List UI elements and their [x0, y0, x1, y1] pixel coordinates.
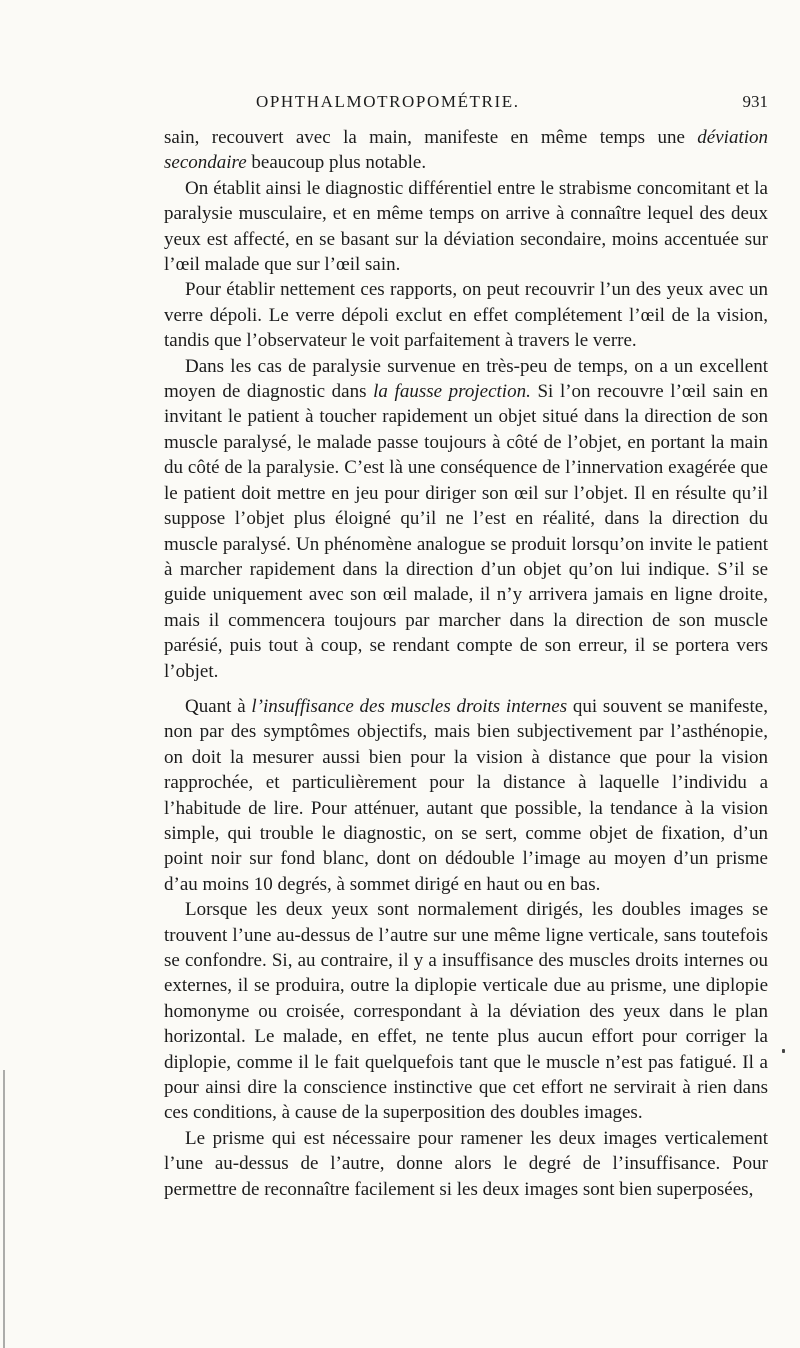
paragraph-differential-diagnosis: On établit ainsi le diagnostic différentiel entre le strabisme concomitant et la paralysie musculaire, et en même temps on arrive à connaître lequel des deux yeux est affecté, en se basant sur la déviation secondaire, moins accentuée sur l’œil malade que sur l’œil sain. — [164, 177, 768, 276]
italic-term: déviation secondaire — [164, 127, 768, 174]
paragraph-frosted-glass: Pour établir nettement ces rapports, on peut recouvrir l’un des yeux avec un verre dépoli. Le verre dépoli exclut en effet complétement l’œil de la vision, tandis que l’observateur le voit parfaitement à travers le verre. — [164, 279, 768, 352]
paragraph-text: Quant à — [185, 695, 252, 717]
paragraph-text: beaucoup plus notable. — [246, 152, 427, 174]
paragraph-prism: Le prisme qui est nécessaire pour ramener les deux images verticalement l’une au-dessus de l’autre, donne alors le degré de l’insuffisance. Pour permettre de reconnaître facilement si les deux images sont bien superposées, — [164, 1127, 768, 1200]
paragraph-text: qui souvent se manifeste, non par des symptômes objectifs, mais bien subjectivement par l’asthénopie, on doit la mesurer aussi bien pour la vision à distance que pour la vision rapprochée, et particulièrement pour la distance à laquelle l’individu a l’habitude de lire. Pour atténuer, autant que possible, la tendance à la vision simple, qui trouble le diagnostic, on se sert, comme objet de fixation, d’un point noir sur fond blanc, dont on dédouble l’image au moyen d’un prisme d’au moins 10 degrés, à sommet dirigé en haut ou en bas. — [164, 695, 768, 895]
body-text — [164, 125, 768, 1202]
page-header — [162, 92, 782, 116]
page-number: 931 — [742, 92, 768, 111]
paragraph-insufficiency — [164, 694, 768, 897]
paragraph-text: Dans les cas de paralysie survenue en très-peu de temps, on a un excellent moyen de diagnostic dans — [164, 355, 768, 403]
running-title: OPHTHALMOTROPOMÉTRIE. — [256, 92, 520, 111]
scan-edge-line — [3, 1070, 5, 1348]
paragraph-text: Si l’on recouvre l’œil sain en invitant le patient à toucher rapidement un objet situé dans la direction de son muscle paralysé, le malade passe toujours à côté de l’objet, en portant la main du côté de la paralysie. C’est là une conséquence de l’innervation exagérée que le patient doit mettre en jeu pour diriger son œil sur l’objet. Il en résulte qu’il suppose l’objet plus éloigné qu’il ne l’est en réalité, dans la direction du muscle paralysé. Un phénomène analogue se produit lorsqu’on invite le patient à marcher rapidement dans la direction d’un objet qu’on lui indique. S’il se guide uniquement avec son œil malade, il n’y arrivera jamais en ligne droite, mais il commencera toujours par marcher dans la direction de son muscle parésié, puis tout à coup, se rendant compte de son erreur, il se portera vers l’objet. — [164, 381, 768, 682]
paragraph-continuation — [164, 125, 768, 176]
paragraph-text: sain, recouvert avec la main, manifeste en même temps une — [164, 127, 698, 148]
italic-term: l’insuffisance des muscles droits internes — [251, 695, 568, 717]
italic-term: la fausse projection. — [373, 381, 531, 403]
paragraph-double-images: Lorsque les deux yeux sont normalement dirigés, les doubles images se trouvent l’une au-dessus de l’autre sur une même ligne verticale, sans toutefois se confondre. Si, au contraire, il y a insuffisance des muscles droits internes ou externes, il se produira, outre la diplopie verticale due au prisme, une diplopie homonyme ou croisée, correspondant à la déviation des yeux dans le plan horizontal. Le malade, en effet, ne tente plus aucun effort pour corriger la diplopie, comme il le fait quelquefois tant que le muscle n’est pas fatigué. Il a pour ainsi dire la conscience instinctive que cet effort ne servirait à rien dans ces conditions, à cause de la superposition des doubles images. — [164, 899, 768, 1124]
paragraph-false-projection — [164, 354, 768, 684]
margin-mark — [782, 1049, 785, 1053]
